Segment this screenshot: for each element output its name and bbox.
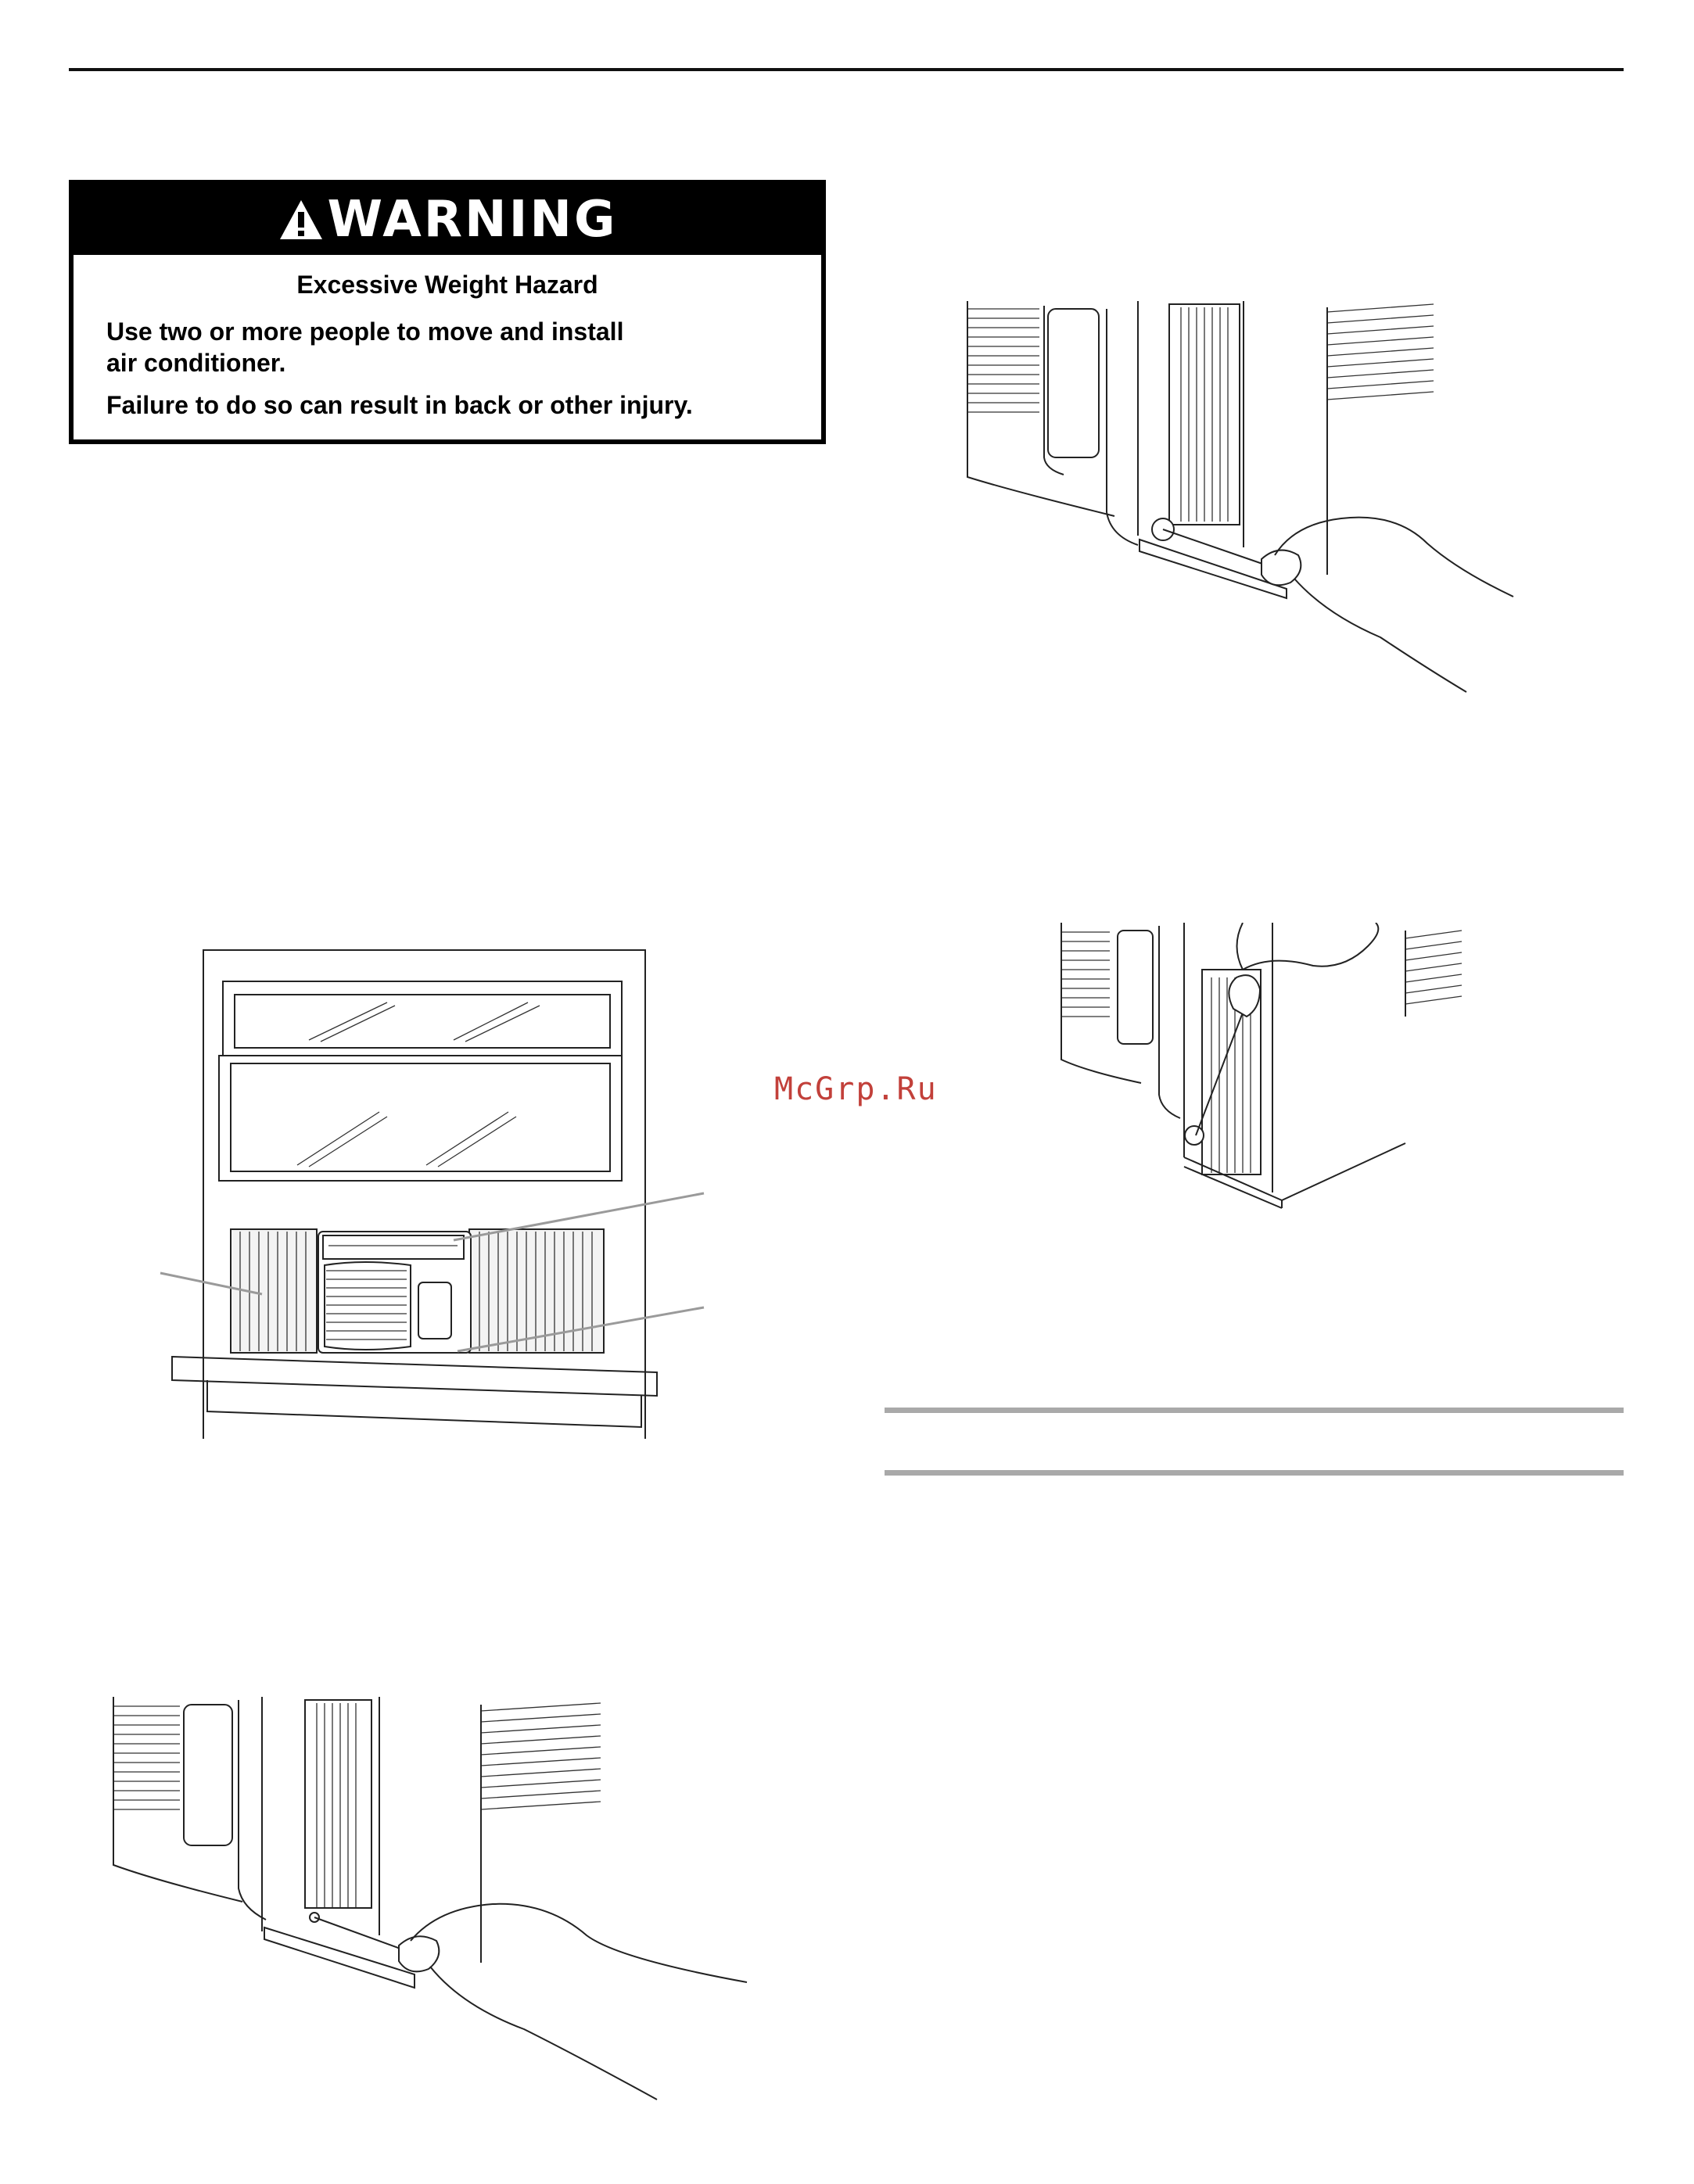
window-apron: [207, 1380, 641, 1427]
window-exterior-grille: [481, 1703, 601, 1963]
side-curtain-pleats: [1169, 304, 1240, 525]
lower-sash: [219, 1056, 622, 1181]
unit-front-panel: [184, 1705, 232, 1845]
unit-corner: [1159, 926, 1180, 1118]
warning-triangle-icon: [278, 198, 325, 242]
window-exterior-grille: [1405, 931, 1462, 1017]
section-rule-bottom: [885, 1470, 1624, 1476]
warning-text-line-1: Use two or more people to move and install: [106, 317, 624, 346]
hazard-title: Excessive Weight Hazard: [296, 271, 598, 299]
screw-head: [1185, 1126, 1204, 1145]
unit-front-panel: [1118, 931, 1153, 1044]
window-installation-illustration: [153, 938, 716, 1439]
side-curtain-pleats: [305, 1700, 371, 1908]
curtain-screw-illustration-3: [109, 1697, 751, 2103]
hand: [1275, 518, 1513, 692]
upper-sash: [223, 981, 622, 1057]
warning-text-line-3: Failure to do so can result in back or other injury.: [106, 391, 693, 419]
curtain-screw-illustration-1: [958, 301, 1521, 696]
screwdriver-handle: [399, 1936, 439, 1971]
warning-header: [74, 185, 821, 255]
window-sill: [264, 1928, 415, 1988]
hand: [1237, 923, 1379, 970]
unit-corner: [1107, 309, 1138, 545]
air-conditioner: [318, 1232, 471, 1353]
right-side-curtain: [469, 1229, 604, 1353]
curtain-screw-illustration-2: [1055, 923, 1470, 1228]
hand: [411, 1904, 747, 2100]
warning-text-line-2: air conditioner.: [106, 349, 286, 377]
screwdriver-handle: [1229, 975, 1260, 1017]
top-rule: [69, 68, 1624, 71]
section-rule-top: [885, 1408, 1624, 1413]
watermark: McGrp.Ru: [774, 1071, 938, 1107]
screwdriver-shaft: [1163, 529, 1267, 565]
screwdriver-shaft: [314, 1917, 407, 1951]
window-sill: [1184, 1143, 1405, 1208]
warning-title: WARNING: [327, 191, 618, 249]
unit-front-panel: [1048, 309, 1099, 457]
warning-box: [69, 180, 826, 444]
window-sill: [172, 1357, 657, 1396]
